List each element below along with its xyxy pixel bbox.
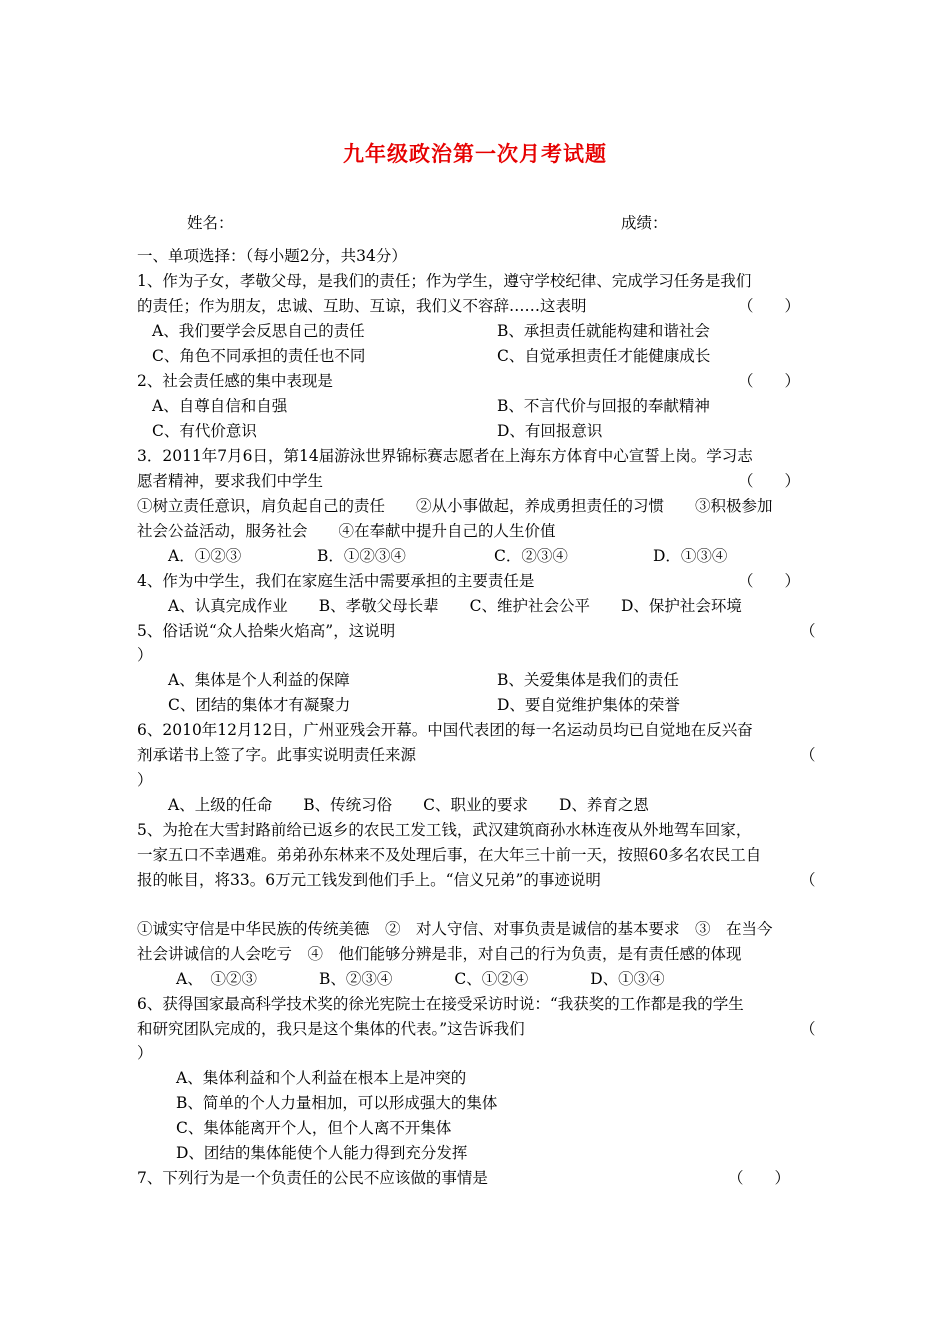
answer-paren: （	[800, 746, 816, 764]
options-line: A、认真完成作业 B、孝敬父母长辈 C、维护社会公平 D、保护社会环境	[168, 597, 742, 615]
option-c: C．②③④	[494, 547, 568, 565]
answer-paren: （	[800, 1020, 816, 1038]
question-text: 一家五口不幸遇难。弟弟孙东林来不及处理后事，在大年三十前一天，按照60多名农民工自	[137, 846, 762, 864]
answer-paren: ）	[137, 646, 153, 664]
question-text: 6、获得国家最高科学技术奖的徐光宪院士在接受采访时说：“我获奖的工作都是我的学生	[137, 995, 744, 1013]
option-d: D．①③④	[653, 547, 728, 565]
question-text: 报的帐目，将33。6万元工钱发到他们手上。“信义兄弟”的事迹说明	[137, 871, 601, 889]
option-d: C、自觉承担责任才能健康成长	[497, 347, 711, 365]
option-d: D、有回报意识	[497, 422, 603, 440]
question-text: 社会讲诚信的人会吃亏 ④ 他们能够分辨是非，对自己的行为负责，是有责任感的体现	[137, 945, 742, 963]
page-title: 九年级政治第一次月考试题	[343, 141, 607, 166]
question-text: ①树立责任意识，肩负起自己的责任 ②从小事做起，养成勇担责任的习惯 ③积极参加	[137, 497, 773, 515]
question-text: 愿者精神，要求我们中学生	[137, 472, 324, 490]
question-text: 6、2010年12月12日，广州亚残会开幕。中国代表团的每一名运动员均已自觉地在反兴奋	[137, 721, 753, 739]
option-d: D、团结的集体能使个人能力得到充分发挥	[176, 1144, 468, 1162]
option-a: A、自尊自信和自强	[152, 397, 288, 415]
name-label: 姓名：	[187, 214, 234, 232]
option-b: B、承担责任就能构建和谐社会	[497, 322, 710, 340]
option-a: A．①②③	[168, 547, 242, 565]
score-label: 成绩：	[621, 214, 668, 232]
option-c: C、角色不同承担的责任也不同	[152, 347, 366, 365]
question-text: 的责任；作为朋友，忠诚、互助、互谅，我们义不容辞……这表明	[137, 297, 587, 315]
question-text: 4、作为中学生，我们在家庭生活中需要承担的主要责任是	[137, 572, 535, 590]
question-text: 5、俗话说“众人拾柴火焰高”，这说明	[137, 622, 396, 640]
answer-paren: （ ）	[728, 1169, 791, 1187]
answer-paren: （	[800, 871, 816, 889]
option-d: D、要自觉维护集体的荣誉	[497, 696, 680, 714]
options-line: A、 ①②③ B、②③④ C、①②④ D、①③④	[176, 970, 665, 988]
option-a: A、我们要学会反思自己的责任	[152, 322, 365, 340]
option-b: B、不言代价与回报的奉献精神	[497, 397, 710, 415]
option-a: A、集体是个人利益的保障	[168, 671, 350, 689]
option-b: B．①②③④	[317, 547, 406, 565]
answer-paren: ）	[137, 1044, 153, 1062]
option-b: B、简单的个人力量相加，可以形成强大的集体	[176, 1094, 498, 1112]
option-c: C、集体能离开个人，但个人离不开集体	[176, 1119, 452, 1137]
option-c: C、有代价意识	[152, 422, 257, 440]
option-c: C、团结的集体才有凝聚力	[168, 696, 351, 714]
answer-paren: （ ）	[738, 297, 801, 315]
options-line: A、上级的任命 B、传统习俗 C、职业的要求 D、养育之恩	[168, 796, 649, 814]
question-text: 2、社会责任感的集中表现是	[137, 372, 333, 390]
answer-paren: （	[800, 622, 816, 640]
question-text: 7、下列行为是一个负责任的公民不应该做的事情是	[137, 1169, 488, 1187]
answer-paren: （ ）	[738, 572, 801, 590]
answer-paren: （ ）	[738, 372, 801, 390]
option-a: A、集体利益和个人利益在根本上是冲突的	[176, 1069, 467, 1087]
option-b: B、关爱集体是我们的责任	[497, 671, 679, 689]
section-heading: 一、单项选择：（每小题2分，共34分）	[137, 247, 407, 265]
question-text: 5、为抢在大雪封路前给已返乡的农民工发工钱，武汉建筑商孙水林连夜从外地驾车回家，	[137, 821, 752, 839]
question-text: 社会公益活动，服务社会 ④在奉献中提升自己的人生价值	[137, 522, 556, 540]
answer-paren: ）	[137, 771, 153, 789]
question-text: 和研究团队完成的，我只是这个集体的代表。”这告诉我们	[137, 1020, 525, 1038]
answer-paren: （ ）	[738, 472, 801, 490]
question-text: 3．2011年7月6日，第14届游泳世界锦标赛志愿者在上海东方体育中心宣誓上岗。学习志	[137, 447, 753, 465]
question-text: 1、作为子女，孝敬父母，是我们的责任；作为学生，遵守学校纪律、完成学习任务是我们	[137, 272, 752, 290]
question-text: 剂承诺书上签了字。此事实说明责任来源	[137, 746, 417, 764]
question-text: ①诚实守信是中华民族的传统美德 ② 对人守信、对事负责是诚信的基本要求 ③ 在当今	[137, 920, 773, 938]
